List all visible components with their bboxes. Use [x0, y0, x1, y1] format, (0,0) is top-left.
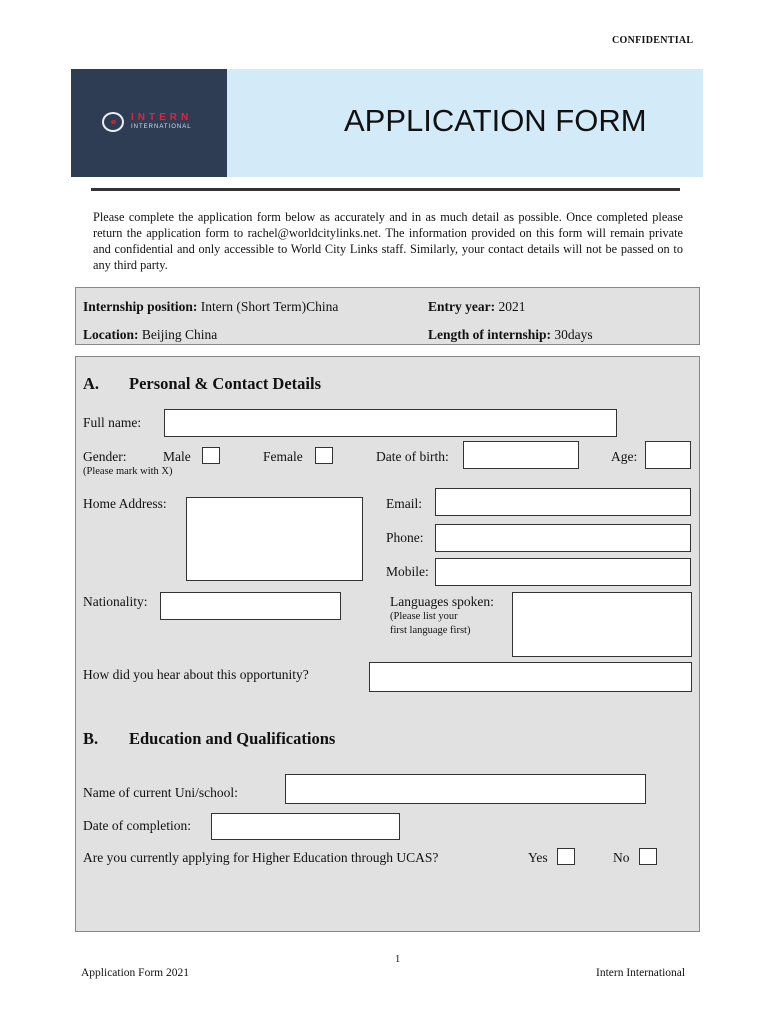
home-address-field[interactable]	[186, 497, 363, 581]
gender-label: Gender:	[83, 449, 127, 464]
male-label: Male	[163, 449, 191, 464]
full-name-label: Full name:	[83, 415, 142, 430]
uni-label: Name of current Uni/school:	[83, 785, 238, 800]
confidential-label: CONFIDENTIAL	[612, 35, 694, 46]
logo-subtitle: INTERNATIONAL	[131, 124, 192, 130]
home-address-label: Home Address:	[83, 496, 167, 511]
male-checkbox[interactable]	[202, 447, 220, 464]
dob-field[interactable]	[463, 441, 579, 469]
location: Location: Beijing China	[83, 327, 218, 342]
internship-position: Internship position: Intern (Short Term)China	[83, 299, 339, 314]
footer-left: Application Form 2021	[81, 967, 189, 979]
languages-hint-line2: first language first)	[390, 625, 471, 636]
section-b-title: Education and Qualifications	[129, 729, 336, 748]
email-field[interactable]	[435, 488, 691, 516]
logo-dot-icon	[111, 120, 116, 124]
completion-field[interactable]	[211, 813, 400, 840]
mobile-field[interactable]	[435, 558, 691, 586]
no-label: No	[613, 850, 630, 865]
ucas-label: Are you currently applying for Higher Education through UCAS?	[83, 850, 439, 865]
hear-about-label: How did you hear about this opportunity?	[83, 667, 309, 682]
female-label: Female	[263, 449, 303, 464]
age-label: Age:	[611, 449, 638, 464]
hear-about-field[interactable]	[369, 662, 692, 692]
form-title: APPLICATION FORM	[344, 103, 647, 138]
languages-hint-line1: (Please list your	[390, 611, 458, 622]
dob-label: Date of birth:	[376, 449, 449, 464]
logo-panel	[71, 69, 227, 177]
gender-hint: (Please mark with X)	[83, 466, 173, 477]
internship-length: Length of internship: 30days	[428, 327, 593, 342]
phone-field[interactable]	[435, 524, 691, 552]
uni-field[interactable]	[285, 774, 646, 804]
yes-label: Yes	[528, 850, 548, 865]
header-divider	[91, 188, 680, 191]
page-number: 1	[395, 954, 401, 965]
intro-paragraph: Please complete the application form below as accurately and in as much detail as possible. Once completed please return the application form to rachel@worldcitylinks.net. The information provided on this form will remain private and confidential and only accessible to World City Links staff. Similarly, your contact details will not be passed on to any third party.	[93, 210, 683, 272]
yes-checkbox[interactable]	[557, 848, 575, 865]
section-b-letter: B.	[83, 729, 99, 748]
entry-year: Entry year: 2021	[428, 299, 526, 314]
section-a-title: Personal & Contact Details	[129, 374, 322, 393]
footer-right: Intern International	[596, 967, 686, 979]
full-name-field[interactable]	[164, 409, 617, 437]
phone-label: Phone:	[386, 530, 424, 545]
age-field[interactable]	[645, 441, 691, 469]
logo-wordmark: INTERN	[131, 112, 193, 123]
nationality-label: Nationality:	[83, 594, 148, 609]
completion-label: Date of completion:	[83, 818, 191, 833]
no-checkbox[interactable]	[639, 848, 657, 865]
section-a-letter: A.	[83, 374, 100, 393]
languages-label: Languages spoken:	[390, 594, 494, 609]
languages-field[interactable]	[512, 592, 692, 657]
nationality-field[interactable]	[160, 592, 341, 620]
email-label: Email:	[386, 496, 422, 511]
mobile-label: Mobile:	[386, 564, 429, 579]
female-checkbox[interactable]	[315, 447, 333, 464]
